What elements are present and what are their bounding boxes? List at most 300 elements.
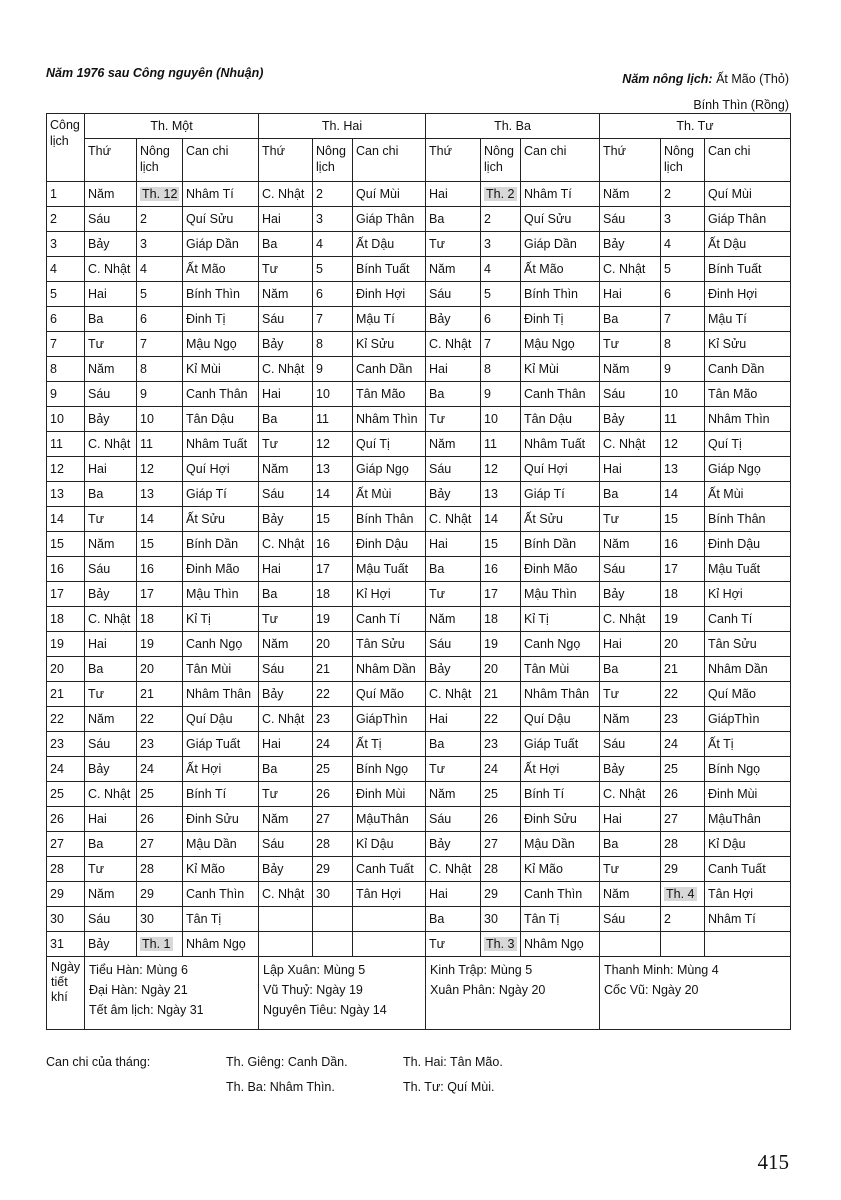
lunar-date-cell: [661, 282, 705, 307]
solar-term: Vũ Thuỷ: Ngày 19: [263, 983, 363, 997]
can-chi-cell: [353, 182, 426, 207]
weekday: Năm: [603, 537, 630, 551]
can-chi: Quí Tị: [356, 437, 390, 451]
gregorian-day: 30: [50, 912, 64, 926]
weekday: C. Nhật: [603, 262, 646, 276]
weekday-cell: [426, 757, 481, 782]
weekday-cell: [85, 782, 137, 807]
weekday: Tư: [262, 787, 279, 801]
page-number: 415: [757, 1150, 789, 1174]
lunar-date: 11: [664, 412, 677, 426]
can-chi: Bính Thìn: [186, 287, 240, 301]
weekday-cell: [85, 432, 137, 457]
weekday: Bảy: [88, 587, 110, 601]
can-chi-cell: [183, 432, 259, 457]
lunar-date-cell: [481, 457, 521, 482]
lunar-date-cell: [137, 457, 183, 482]
gregorian-day-cell: [47, 757, 85, 782]
lunar-date: 16: [664, 537, 678, 551]
lunar-date: 6: [316, 287, 323, 301]
weekday-cell: [426, 682, 481, 707]
gregorian-day: 4: [50, 262, 57, 276]
weekday-cell: [600, 407, 661, 432]
weekday: Tư: [603, 862, 620, 876]
weekday-cell: [85, 382, 137, 407]
weekday: C. Nhật: [262, 712, 305, 726]
can-chi-cell: [183, 332, 259, 357]
solar-terms-cell: [426, 957, 600, 1030]
table-row: [47, 657, 791, 682]
lunar-date-cell: [313, 632, 353, 657]
can-chi-cell: [705, 457, 791, 482]
gregorian-day-cell: [47, 732, 85, 757]
weekday: C. Nhật: [429, 512, 472, 526]
gregorian-day: 17: [50, 587, 64, 601]
weekday-cell: [600, 432, 661, 457]
lunar-date-cell: [137, 882, 183, 907]
table-row: [47, 607, 791, 632]
weekday-cell: [259, 857, 313, 882]
weekday: Hai: [262, 387, 281, 401]
gregorian-day-cell: [47, 182, 85, 207]
month-can-chi-summary: [46, 1055, 806, 1105]
can-chi: Quí Mùi: [708, 187, 752, 201]
lunar-date-cell: [313, 857, 353, 882]
weekday-cell: [85, 482, 137, 507]
lunar-date: 28: [140, 862, 154, 876]
weekday-cell: [259, 607, 313, 632]
can-chi-cell: [183, 882, 259, 907]
can-chi: Canh Dần: [708, 362, 765, 376]
can-chi: Mậu Ngọ: [524, 337, 575, 351]
can-chi: Ất Mão: [524, 262, 564, 276]
can-chi-cell: [183, 757, 259, 782]
lunar-date: Th. 4: [666, 887, 695, 901]
lunar-date-cell: [137, 757, 183, 782]
weekday: Bảy: [88, 412, 110, 426]
weekday-cell: [85, 707, 137, 732]
lunar-date: 27: [140, 837, 154, 851]
can-chi-cell: [353, 257, 426, 282]
gregorian-day: 31: [50, 937, 64, 951]
weekday: C. Nhật: [262, 362, 305, 376]
can-chi: Nhâm Tí: [186, 187, 234, 201]
can-chi: Đinh Mùi: [708, 787, 758, 801]
lunar-date: 7: [664, 312, 671, 326]
gregorian-day-cell: [47, 857, 85, 882]
summary-item: Th. Ba: Nhâm Thìn.: [226, 1080, 335, 1094]
table-row: [47, 582, 791, 607]
can-chi-cell: [353, 457, 426, 482]
can-chi: Giáp Tuất: [186, 737, 241, 751]
gregorian-day: 21: [50, 687, 64, 701]
lunar-date-cell: [313, 607, 353, 632]
weekday: Ba: [429, 387, 445, 401]
gregorian-day: 25: [50, 787, 64, 801]
can-chi-cell: [521, 582, 600, 607]
solar-terms-cell: [85, 957, 259, 1030]
lunar-date: 26: [484, 812, 498, 826]
solar-term: Thanh Minh: Mùng 4: [604, 963, 719, 977]
weekday: Bảy: [429, 312, 451, 326]
weekday: Hai: [88, 287, 107, 301]
can-chi-cell: [183, 682, 259, 707]
weekday: Sáu: [88, 562, 111, 576]
weekday: Hai: [429, 537, 448, 551]
can-chi: Quí Mão: [356, 687, 404, 701]
can-chi: Giáp Thân: [356, 212, 415, 226]
gregorian-day-cell: [47, 632, 85, 657]
can-chi: MậuThân: [708, 812, 761, 826]
gregorian-day-cell: [47, 932, 85, 957]
can-chi: Giáp Dần: [186, 237, 239, 251]
gregorian-day-cell: [47, 457, 85, 482]
lunar-date: 28: [484, 862, 498, 876]
can-chi-cell: [353, 432, 426, 457]
can-chi: Kỉ Dậu: [356, 837, 394, 851]
lunar-date: 24: [484, 762, 498, 776]
weekday-cell: [259, 882, 313, 907]
lunar-date: 15: [484, 537, 498, 551]
lunar-date-cell: [481, 757, 521, 782]
can-chi: Ất Mùi: [356, 487, 392, 501]
lunar-date: 17: [664, 562, 678, 576]
lunar-date-cell: [313, 382, 353, 407]
solar-term: Đại Hàn: Ngày 21: [89, 983, 188, 997]
can-chi-header: Can chi: [183, 139, 259, 182]
lunar-date-cell: [313, 532, 353, 557]
can-chi: Quí Sửu: [186, 212, 234, 226]
weekday-cell: [259, 457, 313, 482]
lunar-date-cell: [661, 607, 705, 632]
gregorian-day: 27: [50, 837, 64, 851]
can-chi-cell: [353, 332, 426, 357]
can-chi: Ất Tị: [708, 737, 734, 751]
weekday: Năm: [88, 712, 115, 726]
weekday: Hai: [88, 637, 107, 651]
lunar-date-cell: [137, 482, 183, 507]
can-chi-cell: [353, 857, 426, 882]
can-chi: Canh Thìn: [186, 887, 245, 901]
weekday: Năm: [603, 362, 630, 376]
can-chi: Bính Dần: [524, 537, 577, 551]
can-chi-cell: [705, 482, 791, 507]
summary-item: Th. Tư: Quí Mùi.: [403, 1080, 495, 1094]
lunar-date-cell: [137, 582, 183, 607]
lunar-date: 22: [140, 712, 154, 726]
weekday-cell: [259, 207, 313, 232]
lunar-date-cell: [661, 582, 705, 607]
lunar-date: 28: [664, 837, 678, 851]
lunar-date-cell: [481, 382, 521, 407]
table-row: [47, 457, 791, 482]
summary-row: [46, 1055, 806, 1080]
gregorian-day: 28: [50, 862, 64, 876]
can-chi-cell: [705, 782, 791, 807]
gregorian-day-cell: [47, 507, 85, 532]
lunar-date: 5: [664, 262, 671, 276]
weekday-cell: [85, 832, 137, 857]
table-row: [47, 807, 791, 832]
table-row: [47, 857, 791, 882]
weekday: Ba: [88, 312, 104, 326]
weekday-cell: [85, 882, 137, 907]
can-chi-cell: [183, 457, 259, 482]
weekday-cell: [259, 782, 313, 807]
table-row: [47, 757, 791, 782]
can-chi-cell: [353, 307, 426, 332]
weekday: Năm: [603, 187, 630, 201]
lunar-date: 12: [664, 437, 678, 451]
lunar-date: 18: [664, 587, 678, 601]
weekday: Hai: [262, 562, 281, 576]
lunar-date: 11: [140, 437, 153, 451]
weekday: Hai: [429, 187, 448, 201]
lunar-date-cell: [137, 282, 183, 307]
lunar-date-cell: [137, 557, 183, 582]
can-chi: Tân Dậu: [524, 412, 572, 426]
lunar-year-line2: Bính Thìn (Rồng): [693, 98, 789, 112]
lunar-date-cell: [481, 282, 521, 307]
can-chi: Kỉ Sửu: [708, 337, 747, 351]
weekday-cell: [600, 757, 661, 782]
lunar-date-cell: [481, 332, 521, 357]
lunar-date-cell: [313, 657, 353, 682]
weekday-cell: [426, 532, 481, 557]
can-chi: Canh Tuất: [356, 862, 414, 876]
weekday: Ba: [88, 837, 104, 851]
weekday-cell: [426, 882, 481, 907]
weekday: C. Nhật: [603, 787, 646, 801]
weekday: Sáu: [88, 387, 111, 401]
can-chi: Canh Ngọ: [524, 637, 581, 651]
lunar-date: 22: [316, 687, 330, 701]
table-row: [47, 932, 791, 957]
weekday-cell: [85, 807, 137, 832]
weekday: Bảy: [88, 937, 110, 951]
can-chi-cell: [353, 357, 426, 382]
lunar-date-cell: [661, 382, 705, 407]
lunar-date: 26: [664, 787, 678, 801]
weekday-cell: [85, 757, 137, 782]
gregorian-day: 16: [50, 562, 64, 576]
can-chi: Canh Dần: [356, 362, 413, 376]
lunar-date: 4: [316, 237, 323, 251]
lunar-date-cell: [313, 882, 353, 907]
lunar-date-cell: [313, 182, 353, 207]
weekday: Sáu: [262, 662, 285, 676]
can-chi-cell: [183, 932, 259, 957]
can-chi: Nhâm Dần: [708, 662, 768, 676]
lunar-date-cell: [313, 332, 353, 357]
lunar-date: 14: [484, 512, 498, 526]
lunar-date-cell: [313, 232, 353, 257]
weekday-cell: [600, 582, 661, 607]
weekday-cell: [600, 332, 661, 357]
lunar-date-cell: [313, 757, 353, 782]
weekday: Tư: [88, 687, 105, 701]
can-chi: Nhâm Tí: [524, 187, 572, 201]
gregorian-day: 12: [50, 462, 64, 476]
table-row: [47, 782, 791, 807]
can-chi: Giáp Ngọ: [708, 462, 761, 476]
table-row: [47, 707, 791, 732]
weekday: Bảy: [603, 762, 625, 776]
can-chi-cell: [705, 332, 791, 357]
gregorian-day-cell: [47, 657, 85, 682]
summary-row: [46, 1080, 806, 1105]
lunar-date: 12: [140, 462, 154, 476]
weekday-cell: [600, 857, 661, 882]
weekday: Năm: [262, 462, 289, 476]
can-chi-cell: [353, 607, 426, 632]
lunar-date-cell: [313, 732, 353, 757]
gregorian-day-cell: [47, 607, 85, 632]
can-chi-cell: [521, 332, 600, 357]
lunar-year-info: [622, 66, 789, 118]
can-chi: Mậu Ngọ: [186, 337, 237, 351]
can-chi-cell: [183, 232, 259, 257]
lunar-date-header: Nông lịch: [137, 139, 183, 182]
can-chi-cell: [705, 832, 791, 857]
table-row: [47, 307, 791, 332]
can-chi-cell: [521, 707, 600, 732]
can-chi: Đinh Sửu: [186, 812, 239, 826]
can-chi-cell: [521, 207, 600, 232]
can-chi: Bính Thân: [356, 512, 414, 526]
gregorian-day: 20: [50, 662, 64, 676]
can-chi: Quí Dậu: [186, 712, 233, 726]
lunar-date: 13: [140, 487, 154, 501]
gregorian-day-cell: [47, 707, 85, 732]
can-chi: Nhâm Dần: [356, 662, 416, 676]
lunar-date-cell: [313, 907, 353, 932]
lunar-date-cell: [481, 907, 521, 932]
weekday-cell: [426, 232, 481, 257]
gregorian-day: 10: [50, 412, 64, 426]
weekday-cell: [85, 357, 137, 382]
can-chi: Nhâm Thân: [186, 687, 252, 701]
weekday: Tư: [262, 437, 279, 451]
gregorian-day: 22: [50, 712, 64, 726]
weekday-cell: [426, 607, 481, 632]
lunar-date-cell: [313, 832, 353, 857]
weekday-cell: [426, 557, 481, 582]
gregorian-day-cell: [47, 407, 85, 432]
weekday-cell: [85, 207, 137, 232]
lunar-date-cell: [137, 382, 183, 407]
weekday-cell: [426, 782, 481, 807]
lunar-date-cell: [313, 682, 353, 707]
lunar-date: 9: [316, 362, 323, 376]
lunar-date-cell: [481, 682, 521, 707]
can-chi: GiápThìn: [708, 712, 760, 726]
lunar-date: 15: [140, 537, 154, 551]
gregorian-day: 11: [50, 437, 63, 451]
can-chi: GiápThìn: [356, 712, 408, 726]
lunar-date: 7: [316, 312, 323, 326]
weekday-cell: [600, 907, 661, 932]
solar-terms-label: Ngày tiết khí: [47, 957, 85, 1030]
lunar-date: 25: [316, 762, 330, 776]
lunar-date-cell: [661, 807, 705, 832]
can-chi-cell: [353, 532, 426, 557]
lunar-date-cell: [661, 507, 705, 532]
weekday: Năm: [429, 437, 456, 451]
weekday: Tư: [429, 937, 446, 951]
gregorian-day-cell: [47, 882, 85, 907]
lunar-date: 21: [140, 687, 154, 701]
weekday-cell: [85, 557, 137, 582]
lunar-date: 25: [140, 787, 154, 801]
can-chi-cell: [521, 632, 600, 657]
weekday-cell: [259, 507, 313, 532]
can-chi: Đinh Mùi: [356, 787, 406, 801]
weekday: Bảy: [88, 237, 110, 251]
can-chi-cell: [353, 207, 426, 232]
can-chi-cell: [183, 307, 259, 332]
gregorian-day: 23: [50, 737, 64, 751]
can-chi: Kỉ Hợi: [708, 587, 743, 601]
lunar-date-cell: [313, 807, 353, 832]
can-chi: Bính Tí: [524, 787, 565, 801]
weekday: Tư: [603, 512, 620, 526]
weekday: Bảy: [429, 487, 451, 501]
can-chi-cell: [705, 907, 791, 932]
weekday-cell: [600, 282, 661, 307]
can-chi-cell: [353, 482, 426, 507]
weekday-cell: [600, 607, 661, 632]
can-chi: Mậu Tí: [708, 312, 747, 326]
weekday: Năm: [429, 787, 456, 801]
lunar-date: 6: [140, 312, 147, 326]
can-chi: Mậu Dần: [186, 837, 237, 851]
can-chi-cell: [521, 532, 600, 557]
weekday-cell: [426, 907, 481, 932]
table-row: [47, 432, 791, 457]
lunar-date: 10: [484, 412, 498, 426]
can-chi: Mậu Tuất: [708, 562, 761, 576]
weekday: Bảy: [262, 687, 284, 701]
lunar-date-cell: [137, 307, 183, 332]
weekday-cell: [426, 732, 481, 757]
weekday-cell: [600, 832, 661, 857]
weekday-cell: [85, 332, 137, 357]
can-chi: Nhâm Ngọ: [186, 937, 246, 951]
lunar-date-cell: [661, 357, 705, 382]
weekday: Năm: [88, 887, 115, 901]
lunar-date: 12: [316, 437, 330, 451]
can-chi-cell: [521, 607, 600, 632]
gregorian-day: 2: [50, 212, 57, 226]
can-chi-cell: [353, 582, 426, 607]
can-chi: Kỉ Sửu: [356, 337, 395, 351]
can-chi: Nhâm Tuất: [186, 437, 248, 451]
can-chi-cell: [521, 357, 600, 382]
lunar-date: Th. 12: [142, 187, 178, 201]
can-chi: Bính Ngọ: [708, 762, 761, 776]
can-chi: Giáp Thân: [708, 212, 767, 226]
weekday-cell: [85, 932, 137, 957]
weekday-cell: [259, 632, 313, 657]
weekday: Hai: [429, 362, 448, 376]
weekday-cell: [259, 557, 313, 582]
lunar-date: 11: [316, 412, 329, 426]
lunar-date-cell: [661, 332, 705, 357]
weekday: Sáu: [603, 387, 626, 401]
lunar-date: 27: [484, 837, 498, 851]
lunar-date: Th. 2: [486, 187, 515, 201]
